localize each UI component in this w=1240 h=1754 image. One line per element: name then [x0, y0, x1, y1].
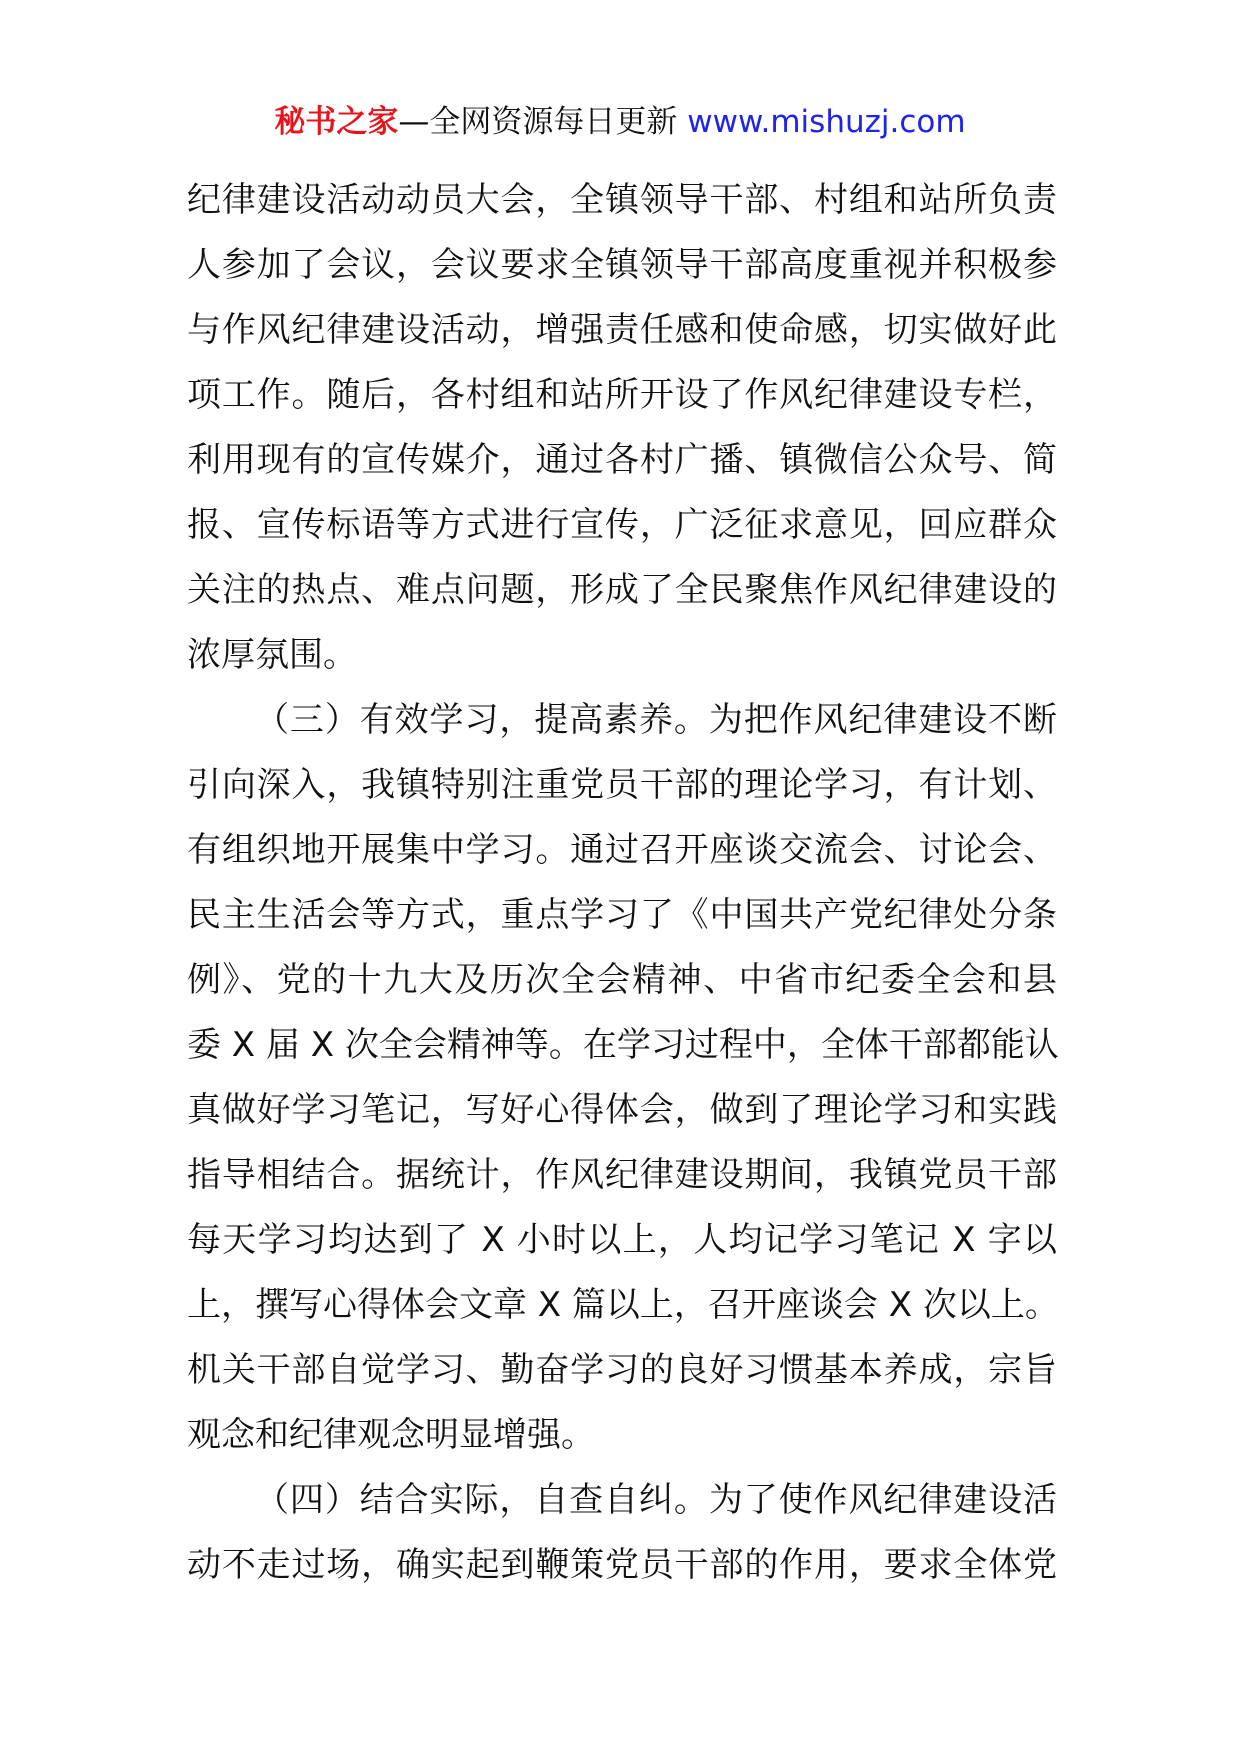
document-body	[187, 168, 1057, 1598]
text-line: 真做好学习笔记，写好心得体会，做到了理论学习和实践	[187, 1090, 1057, 1130]
site-url[interactable]: www.mishuzj.com	[687, 104, 966, 140]
text-line: 纪律建设活动动员大会，全镇领导干部、村组和站所负责	[187, 180, 1057, 220]
text-line: 关注的热点、难点问题，形成了全民聚焦作风纪律建设的	[187, 570, 1057, 610]
text-line: 例》、党的十九大及历次全会精神、中省市纪委全会和县	[187, 960, 1057, 1000]
brand-name: 秘书之家	[274, 104, 399, 140]
header-tagline: —全网资源每日更新	[398, 104, 678, 140]
text-line: 有组织地开展集中学习。通过召开座谈交流会、讨论会、	[187, 830, 1057, 870]
text-line: 引向深入，我镇特别注重党员干部的理论学习，有计划、	[187, 765, 1057, 805]
text-line: 浓厚氛围。	[187, 635, 357, 675]
page-header	[0, 100, 1240, 144]
text-line: 动不走过场，确实起到鞭策党员干部的作用，要求全体党	[187, 1545, 1057, 1585]
text-line: 与作风纪律建设活动，增强责任感和使命感，切实做好此	[187, 310, 1057, 350]
text-line: 观念和纪律观念明显增强。	[187, 1415, 595, 1455]
text-line: 利用现有的宣传媒介，通过各村广播、镇微信公众号、简	[187, 440, 1057, 480]
section-heading-line: （三）有效学习，提高素养。为把作风纪律建设不断	[255, 700, 1057, 740]
text-line: 人参加了会议，会议要求全镇领导干部高度重视并积极参	[187, 245, 1057, 285]
text-line: 项工作。随后，各村组和站所开设了作风纪律建设专栏，	[187, 375, 1057, 415]
text-line: 民主生活会等方式，重点学习了《中国共产党纪律处分条	[187, 895, 1057, 935]
text-line: 每天学习均达到了 X 小时以上，人均记学习笔记 X 字以	[187, 1220, 1057, 1260]
text-line: 委 X 届 X 次全会精神等。在学习过程中，全体干部都能认	[187, 1025, 1059, 1065]
text-line: 机关干部自觉学习、勤奋学习的良好习惯基本养成，宗旨	[187, 1350, 1057, 1390]
section-heading-line: （四）结合实际，自查自纠。为了使作风纪律建设活	[255, 1480, 1057, 1520]
text-line: 报、宣传标语等方式进行宣传，广泛征求意见，回应群众	[187, 505, 1057, 545]
text-line: 指导相结合。据统计，作风纪律建设期间，我镇党员干部	[187, 1155, 1057, 1195]
text-line: 上，撰写心得体会文章 X 篇以上，召开座谈会 X 次以上。	[187, 1285, 1059, 1325]
